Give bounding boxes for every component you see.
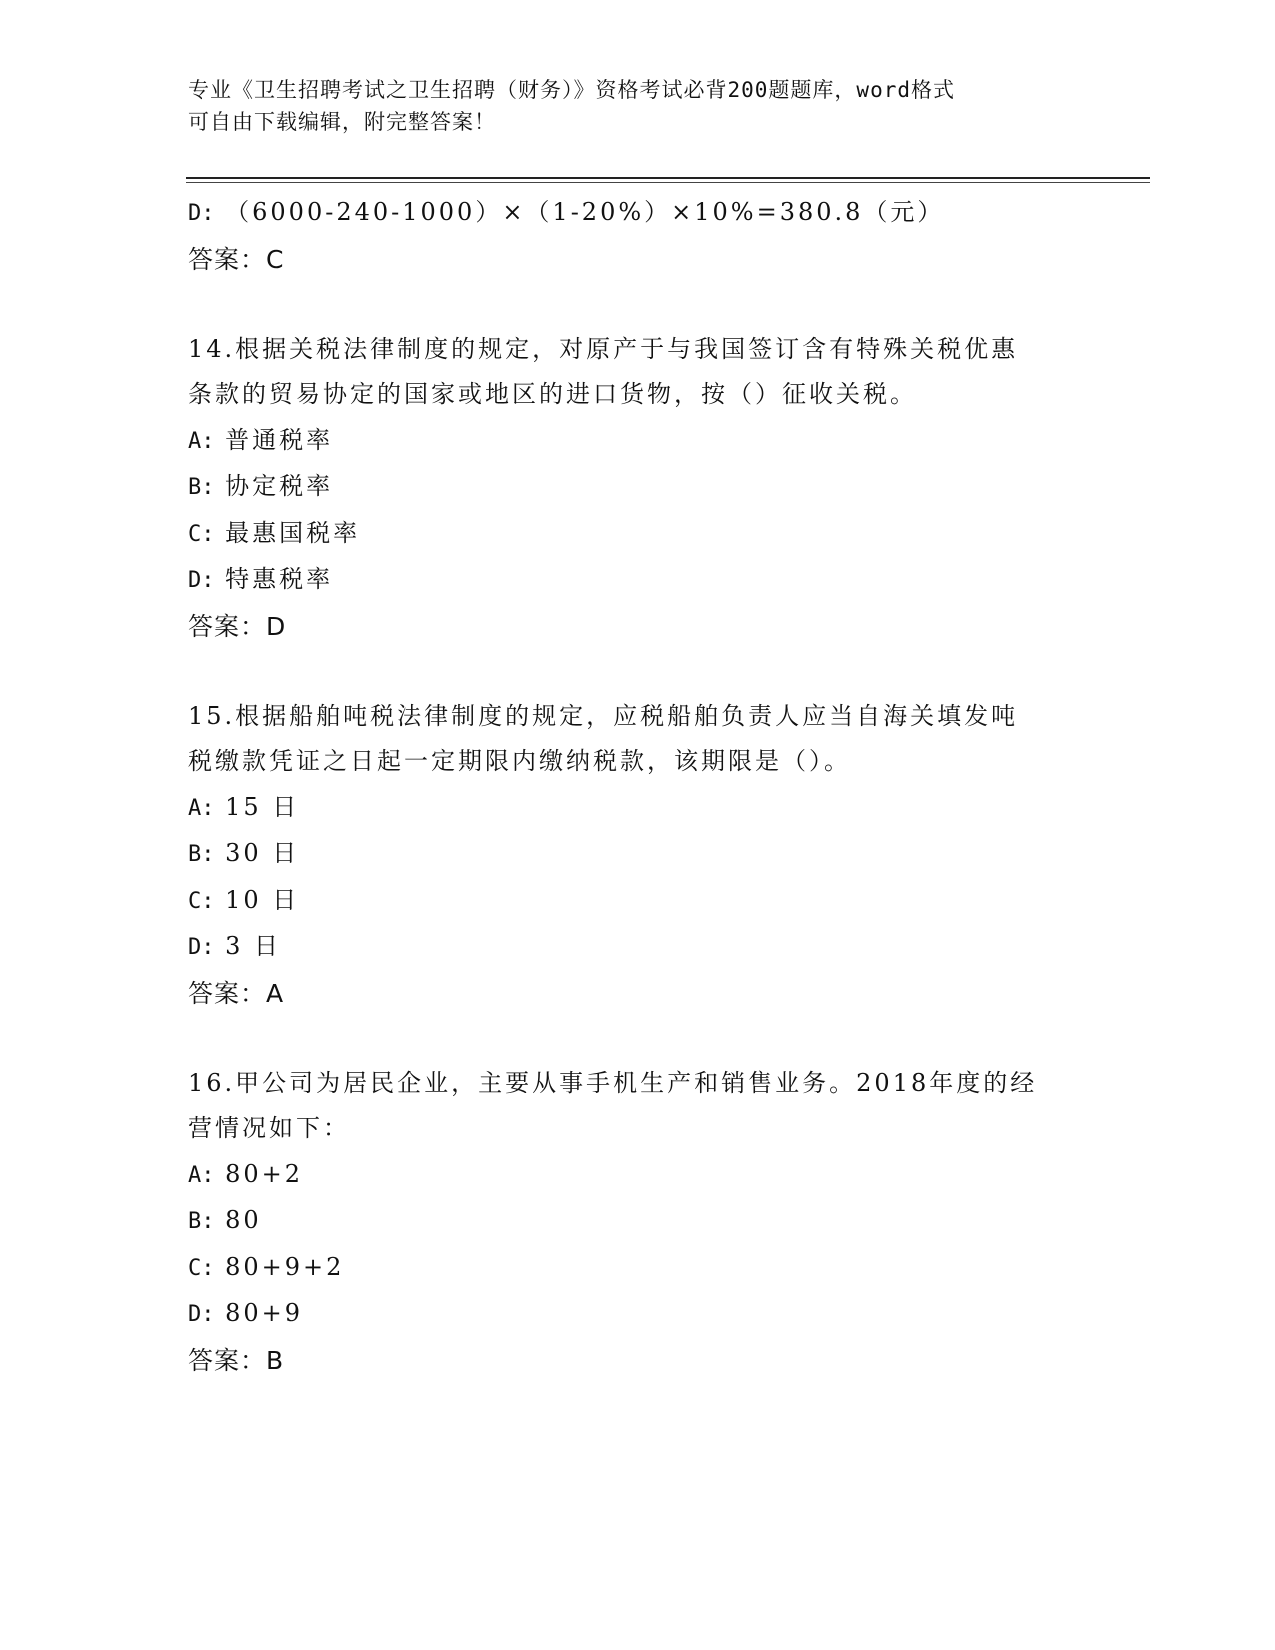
option-c bbox=[188, 878, 1088, 925]
option-text: 80+9+2 bbox=[225, 1252, 345, 1281]
option-a bbox=[188, 418, 1088, 465]
option-c bbox=[188, 511, 1088, 558]
option-letter: A: bbox=[188, 795, 215, 821]
option-letter: B: bbox=[188, 475, 215, 500]
header-divider bbox=[186, 177, 1150, 179]
option-letter: C: bbox=[188, 521, 215, 547]
header-line-1: 专业《卫生招聘考试之卫生招聘（财务）》资格考试必背200题题库，word格式 bbox=[188, 78, 955, 102]
document-body bbox=[188, 190, 1088, 1384]
prev-option-d bbox=[188, 190, 1088, 237]
question-stem-line: 条款的贸易协定的国家或地区的进口货物，按（）征收关税。 bbox=[188, 380, 917, 408]
option-d bbox=[188, 924, 1088, 971]
question-14 bbox=[188, 327, 1088, 650]
option-text: 80+2 bbox=[225, 1159, 304, 1188]
question-stem-line: 营情况如下： bbox=[188, 1114, 350, 1142]
option-text: 15 日 bbox=[225, 792, 300, 821]
option-letter: C: bbox=[188, 1255, 215, 1281]
option-letter: D: bbox=[188, 1302, 215, 1327]
option-letter: B: bbox=[188, 1209, 215, 1234]
answer: 答案：D bbox=[188, 611, 287, 641]
option-text: 协定税率 bbox=[225, 472, 334, 500]
option-letter: D: bbox=[188, 568, 215, 593]
option-text: 3 日 bbox=[225, 932, 282, 960]
option-b bbox=[188, 1198, 1088, 1245]
spacer bbox=[188, 1017, 1088, 1061]
question-15 bbox=[188, 694, 1088, 1017]
question-stem-line: 税缴款凭证之日起一定期限内缴纳税款，该期限是（）。 bbox=[188, 747, 851, 775]
option-letter: A: bbox=[188, 1162, 215, 1188]
option-text: 10 日 bbox=[225, 885, 300, 914]
option-letter: B: bbox=[188, 842, 215, 867]
spacer bbox=[188, 650, 1088, 694]
option-a bbox=[188, 785, 1088, 832]
option-letter: D: bbox=[188, 935, 215, 960]
prev-answer: 答案：C bbox=[188, 244, 285, 274]
answer: 答案：B bbox=[188, 1345, 285, 1375]
question-16 bbox=[188, 1061, 1088, 1384]
header-line-2: 可自由下载编辑，附完整答案！ bbox=[188, 110, 496, 134]
option-text: 特惠税率 bbox=[225, 565, 334, 593]
answer: 答案：A bbox=[188, 978, 285, 1008]
option-text: （6000-240-1000）×（1-20%）×10%=380.8（元） bbox=[225, 198, 945, 226]
spacer bbox=[188, 283, 1088, 327]
option-c bbox=[188, 1245, 1088, 1292]
option-b bbox=[188, 464, 1088, 511]
option-b bbox=[188, 831, 1088, 878]
option-text: 80+9 bbox=[225, 1299, 304, 1327]
question-stem-line: 15.根据船舶吨税法律制度的规定，应税船舶负责人应当自海关填发吨 bbox=[188, 701, 1019, 730]
option-d bbox=[188, 1291, 1088, 1338]
option-a bbox=[188, 1152, 1088, 1199]
question-stem-line: 16.甲公司为居民企业，主要从事手机生产和销售业务。2018年度的经 bbox=[188, 1068, 1038, 1097]
question-stem-line: 14.根据关税法律制度的规定，对原产于与我国签订含有特殊关税优惠 bbox=[188, 334, 1019, 363]
page-header bbox=[188, 74, 1068, 138]
option-text: 最惠国税率 bbox=[225, 518, 361, 547]
option-d bbox=[188, 557, 1088, 604]
header-divider-thin bbox=[186, 182, 1150, 183]
option-letter: D: bbox=[188, 201, 215, 226]
option-letter: A: bbox=[188, 428, 215, 454]
option-letter: C: bbox=[188, 888, 215, 914]
option-text: 普通税率 bbox=[225, 425, 334, 454]
option-text: 30 日 bbox=[225, 839, 300, 867]
option-text: 80 bbox=[225, 1206, 262, 1234]
